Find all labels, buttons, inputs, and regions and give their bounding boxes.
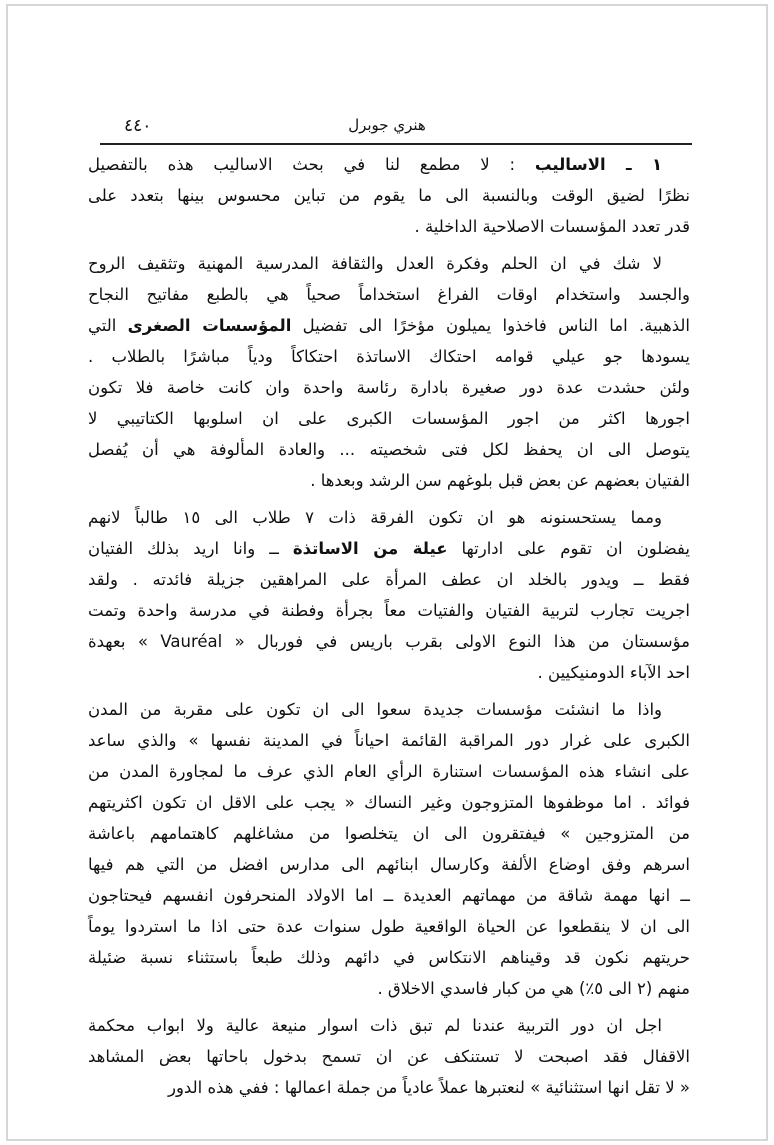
text-segment: يفضلون ان تقوم على ادارتها [447,539,690,558]
text-segment: اسرهم وفق اوضاع الألفة وكارسال ابنائهم الى مدارس افضل من التي هم فيها [88,855,690,874]
text-line [88,1010,690,1041]
text-line [88,911,690,942]
text-line [88,149,690,180]
text-line [88,973,690,1004]
text-segment: على انشاء هذه المؤسسات استنارة الرأي العام الذي عرف ما لمجاورة المدن من [88,762,690,781]
paragraph [88,502,690,688]
bold-term: عيلة من الاساتذة [292,539,448,558]
text-segment: لا شك في ان الحلم وفكرة العدل والثقافة المدرسية المهنية وتثقيف الروح [88,254,662,273]
text-segment: اجريت تجارب لتربية الفتيان والفتيات معاً بجرأة وفطنة في مدرسة واحدة وتمت [88,601,690,620]
text-segment: حريتهم نكون قد وقيناهم الانتكاس في دائهم وذلك طبعاً باستثناء نسبة ضئيلة [88,948,690,967]
text-segment: ومما يستحسنونه هو ان تكون الفرقة ذات ٧ طلاب الى ١٥ طالباً لانهم [88,508,662,527]
text-line [88,880,690,911]
text-line [88,180,690,211]
text-segment: اجورها اكثر من اجور المؤسسات الكبرى على ان اسلوبها الكتاتيبي لا [88,409,690,428]
text-segment: ــ وانا اريد بذلك الفتيان [88,539,293,558]
text-line [88,341,690,372]
text-line [88,502,690,533]
text-segment: ولئن حشدت عدة دور صغيرة بادارة رئاسة واحدة وان كانت خاصة فلا تكون [88,378,690,397]
text-line [88,849,690,880]
text-line [88,533,690,564]
text-segment: قدر تعدد المؤسسات الاصلاحية الداخلية . [414,217,690,236]
text-segment: والجسد واستخدام اوقات الفراغ استخداماً صحياً هي بالطبع مفاتيح النجاح [88,285,690,304]
text-line [88,403,690,434]
text-segment: الفتيان بعضهم عن بعض قبل بلوغهم سن الرشد وبعدها . [310,471,690,490]
text-segment: فقط ــ ويدور بالخلد ان عطف المرأة على المراهقين جزيلة فائدته . ولقد [88,570,690,589]
text-segment: الكبرى على غرار دور المراقبة القائمة احياناً في المدينة نفسها » والذي ساعد [88,731,690,750]
text-segment: احد الآباء الدومنيكيين . [537,663,690,682]
paragraph [88,1010,690,1103]
text-line [88,434,690,465]
text-line [88,372,690,403]
text-line [88,279,690,310]
text-line [88,564,690,595]
text-line [88,465,690,496]
text-segment: واذا ما انشئت مؤسسات جديدة سعوا الى ان تكون على مقربة من المدن [88,700,662,719]
text-line [88,657,690,688]
text-line [88,818,690,849]
text-line [88,787,690,818]
text-line [88,595,690,626]
text-segment: الذهبية. اما الناس فاخذوا يميلون مؤخرًا الى تفضيل [291,316,691,335]
header-rule [100,143,692,145]
bold-term: ١ ـ الاساليب [534,155,663,174]
text-segment: منهم (٢ الى ٥٪) هي من كبار فاسدي الاخلاق . [377,979,690,998]
text-segment: : لا مطمع لنا في بحث الاساليب هذه بالتفصيل [88,155,535,174]
paragraph [88,149,690,242]
bold-term: المؤسسات الصغرى [127,316,292,335]
running-title: هنري جوبرل [348,116,426,134]
text-segment: ــ انها مهمة شاقة من مهماتهم العديدة ــ اما الاولاد المنحرفون انفسهم فيحتاجون [88,886,690,905]
text-line [88,1041,690,1072]
text-line [88,694,690,725]
page-body-text [88,149,690,1109]
text-segment: الاقفال فقد اصبحت لا تستنكف عن ان تسمح بدخول باحاتها بعض المشاهد [88,1047,690,1066]
text-segment: اجل ان دور التربية عندنا لم تبق ذات اسوار منيعة عالية ولا ابواب محكمة [88,1016,662,1035]
text-line [88,248,690,279]
text-line [88,310,690,341]
paragraph [88,248,690,496]
text-segment: التي [88,316,128,335]
page-number: ٤٤٠ [124,116,152,136]
text-segment: « لا تقل انها استثنائية » لنعتبرها عملاً عادياً من جملة اعمالها : ففي هذه الدور [168,1078,690,1097]
text-line [88,211,690,242]
text-segment: مؤسستان من هذا النوع الاولى بقرب باريس في فوربال « Vauréal » بعهدة [88,632,690,651]
text-line [88,626,690,657]
text-segment: يتوصل الى ان يحفظ لكل فتى شخصيته ... والعادة المألوفة هي أن يُفصل [88,440,690,459]
text-segment: نظرًا لضيق الوقت وبالنسبة الى ما يقوم من تباين محسوس بينها بتعدد على [88,186,690,205]
text-line [88,1072,690,1103]
paragraph [88,694,690,1004]
text-segment: فوائد . اما موظفوها المتزوجون وغير النساك « يجب على الاقل ان تكون اكثريتهم [88,793,690,812]
text-segment: من المتزوجين » فيفتقرون الى ان يتخلصوا من مشاغلهم كاهتمامهم باعاشة [88,824,690,843]
text-line [88,942,690,973]
text-line [88,756,690,787]
text-line [88,725,690,756]
text-segment: الى ان لا ينقطعوا عن الحياة الواقعية طول سنوات عدة حتى اذا ما استردوا يوماً [88,917,690,936]
text-segment: يسودها جو عيلي قوامه احتكاك الاساتذة احتكاكاً ودياً مباشرًا بالطلاب . [88,347,690,366]
